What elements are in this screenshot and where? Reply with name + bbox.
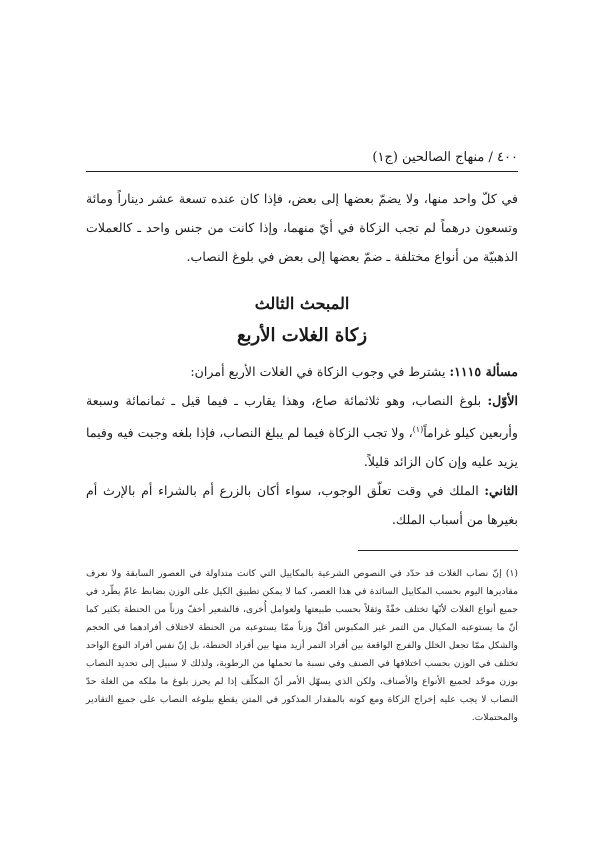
footnote-divider [358, 550, 518, 551]
issue-paragraph [86, 357, 518, 386]
running-header: ٤٠٠ / منهاج الصالحين (ج١) [86, 150, 518, 172]
first-text-a: بلوغ النصاب، وهو ثلاثمائة صاع، وهذا يقارب ـ فيما قيل ـ ثمانمائة وسبعة وأربعين كيلو غراماً [86, 393, 518, 441]
second-label: الثاني: [484, 483, 518, 499]
first-label: الأوّل: [487, 393, 518, 408]
second-condition [86, 476, 518, 534]
issue-text: يشترط في وجوب الزكاة في الغلات الأربع أمران: [190, 364, 450, 379]
first-condition [86, 386, 518, 476]
second-text: الملك في وقت تعلّق الوجوب، سواء أكان بالزرع أم بالشراء أم بالإرث أم بغيرها من أسباب الملك. [86, 483, 518, 528]
section-title: زكاة الغلات الأربع [236, 325, 368, 346]
section-heading: المبحث الثالث [254, 294, 350, 313]
issue-label: مسألة ١١١٥: [449, 364, 518, 379]
footnote-ref[interactable]: (١) [412, 425, 424, 434]
intro-paragraph: في كلّ واحد منها، ولا يضمّ بعضها إلى بعض، فإذا كان عنده تسعة عشر ديناراً ومائة وتسعون درهماً لم تجب الزكاة في أيّ منهما، وإذا كانت من جنس واحد ـ كالعملات الذهبيّة من أنواع مختلفة ـ ضمّ بعضها إلى بعض في بلوغ النصاب. [86, 191, 518, 264]
first-text-b: ، ولا تجب الزكاة فيما لم يبلغ النصاب، فإذا بلغه وجبت فيه وفيما يزيد عليه وإن كان الزائد قليلاً. [86, 425, 518, 470]
page-content [86, 150, 518, 727]
footnote: (١) إنّ نصاب الغلات قد حدّد في النصوص الشرعية بالمكاييل التي كانت متداولة في العصور السابقة ولا نعرف مقاديرها اليوم بحسب المكاييل السائدة في هذا العصر، كما لا يمكن تطبيق الكيل على الوزن بضابط عامّ يطّرد في جميع أنواع الغلات لأنّها تختلف خفّةً وثقلاً بحسب طبيعتها ولعوامل أُخرى، فالشعير أخفّ وزناً من الحنطة بكثير كما أنّ ما يستوعبه المكيال من التمر غير المكبوس أقلّ وزناً ممّا يستوعبه من الحنطة لاختلاف أفرادهما في الحجم والشكل ممّا تجعل الخلل والفرج الواقعة بين أفراد التمر أزيد منها بين أفراد الحنطة، بل إنّ نفس أفراد النوع الواحد تختلف في الوزن بحسب اختلافها في الصنف وفي نسبة ما تحملها من الرطوبة، ولذلك لا سبيل إلى تحديد النصاب بوزن موحّد لجميع الأنواع والأصناف، ولكن الذي يسهّل الأمر أنّ المكلّف إذا لم يحرز بلوغ ما ملكه من الغلة حدّ النصاب لا يجب عليه إخراج الزكاة ومع كونه بالمقدار المذكور في المتن يقطع ببلوغه النصاب على جميع التقادير والمحتملات. [86, 568, 518, 724]
